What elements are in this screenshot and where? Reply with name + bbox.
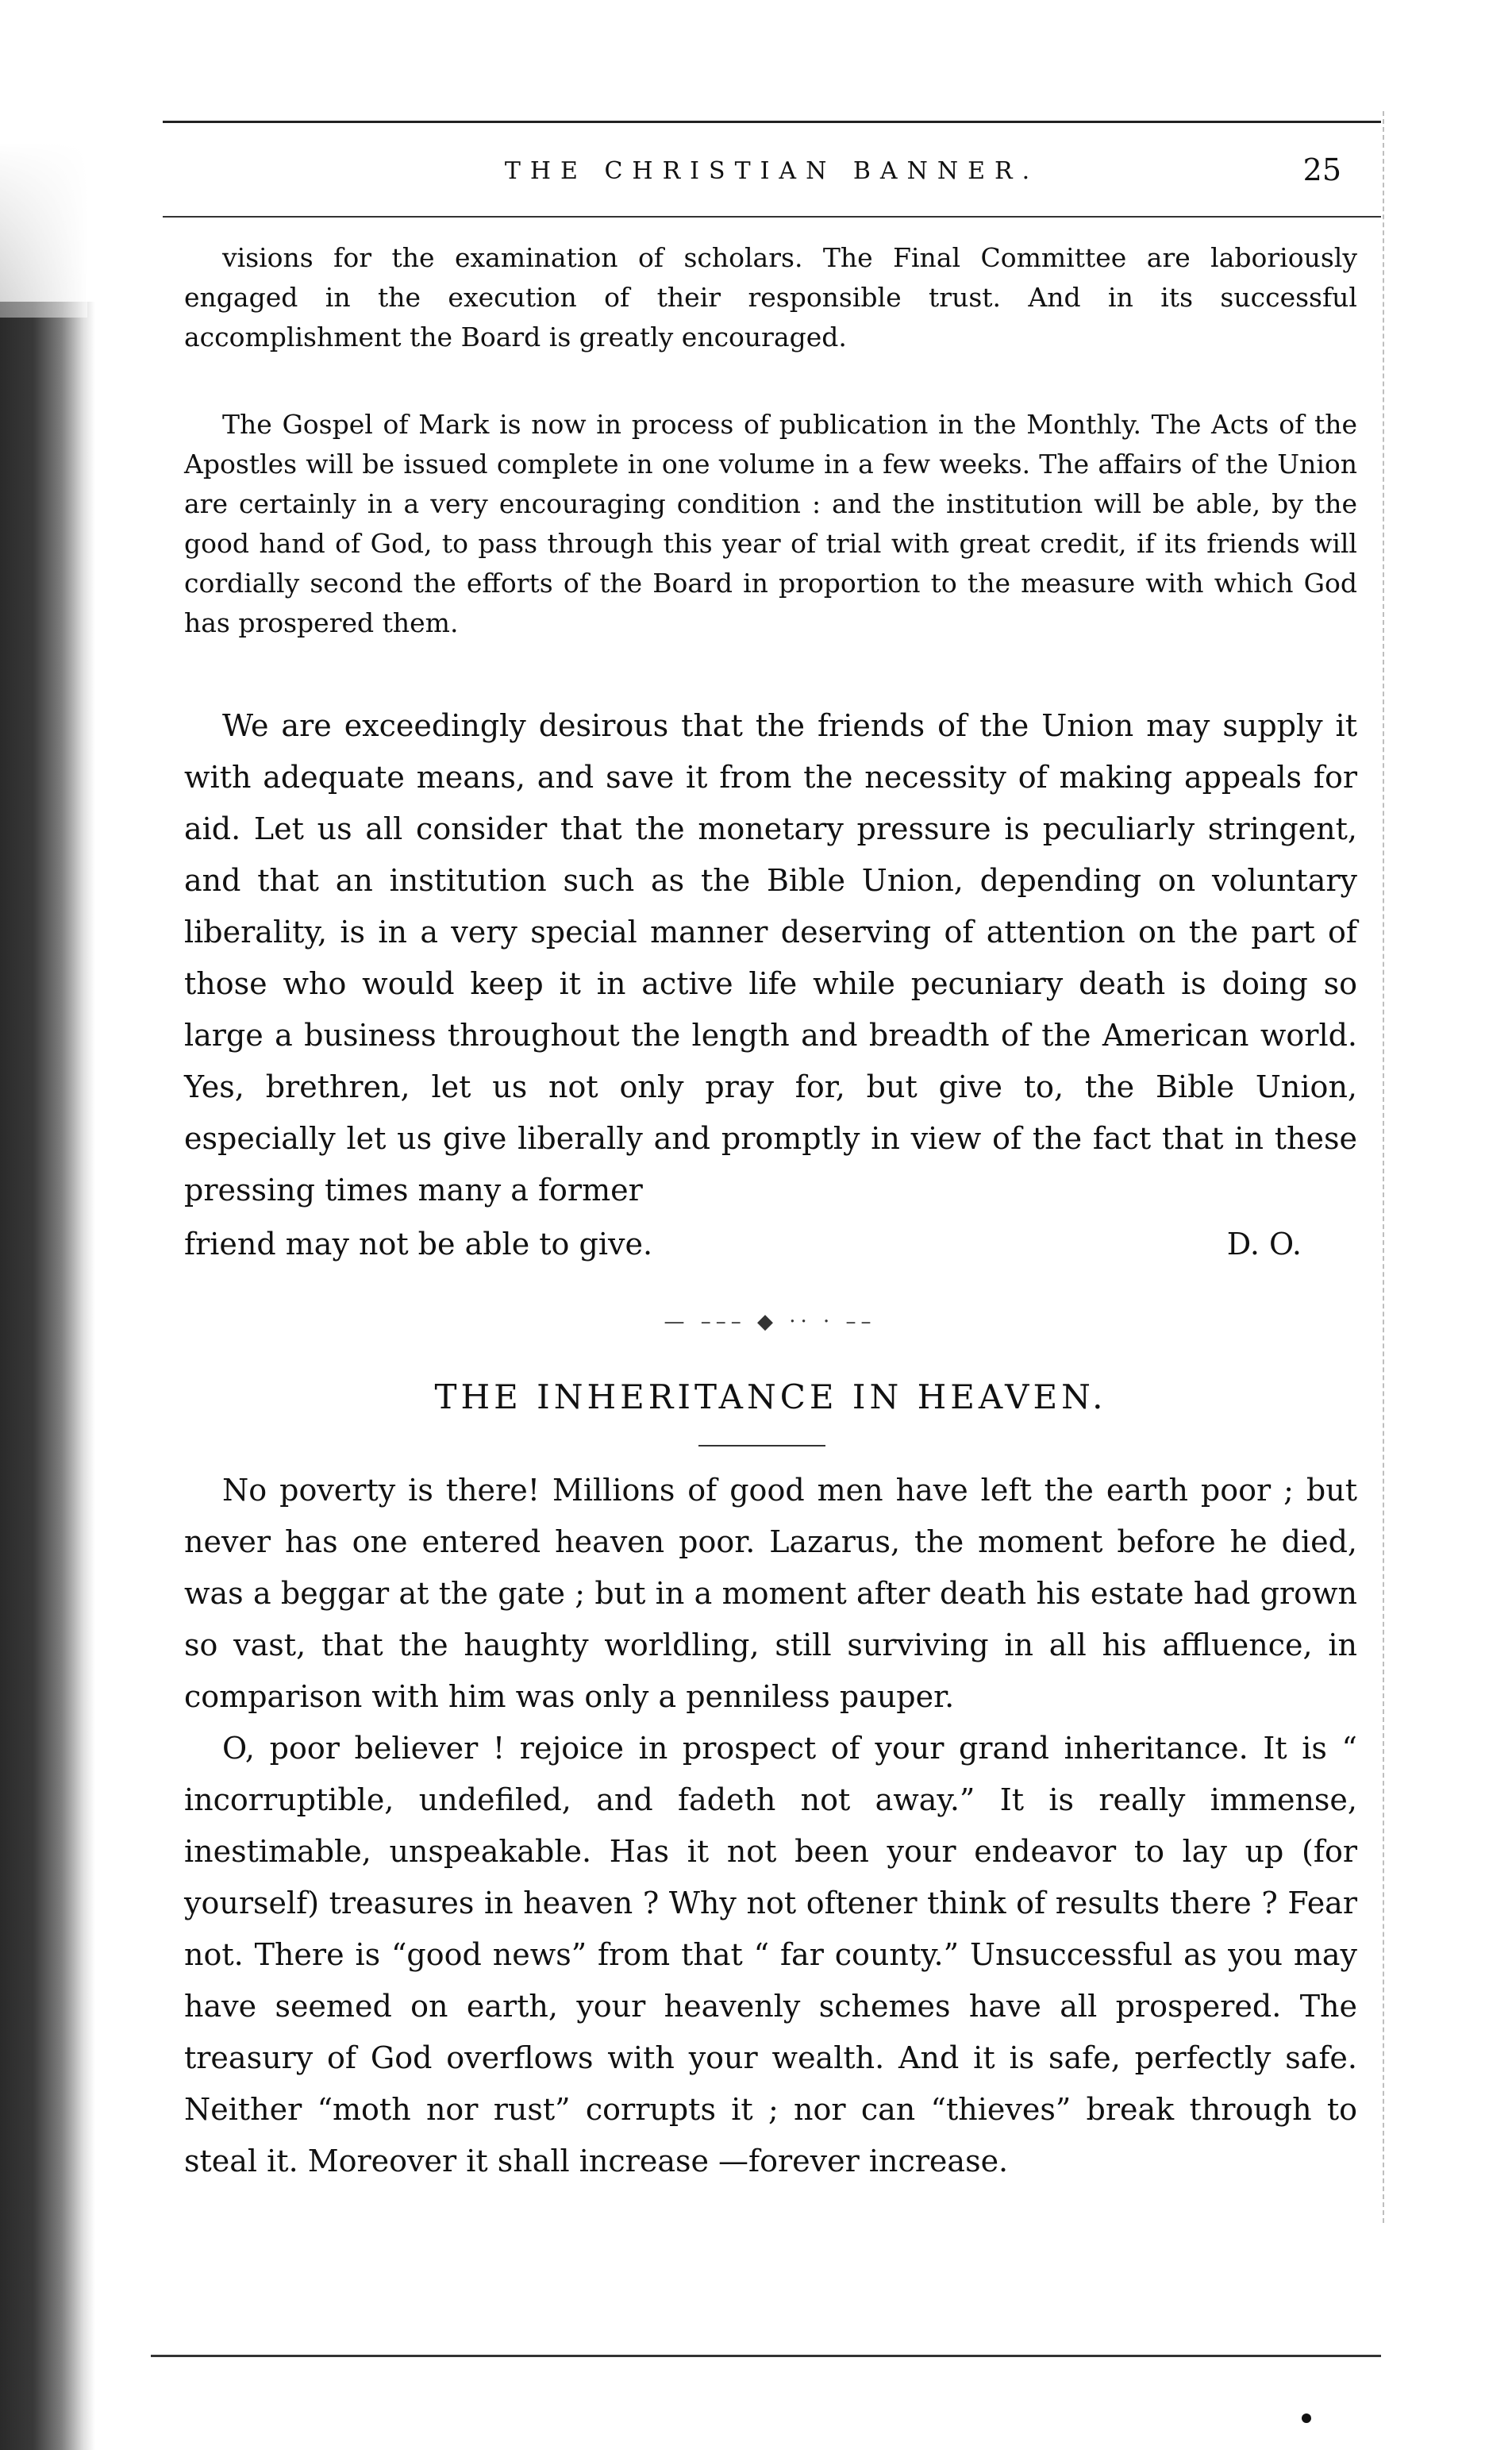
title-underline bbox=[698, 1445, 825, 1447]
right-margin-edge bbox=[1383, 111, 1386, 2223]
paragraph-visions: visions for the examination of scholars. The Final Committee are laboriously engaged in the execution of their responsible trust. And in its successful accomplishment the Board is greatly encouraged. bbox=[184, 242, 1357, 352]
paragraph-closing-line bbox=[184, 1219, 1357, 1270]
article-paragraph-poor-believer: O, poor believer ! rejoice in prospect of your grand inheritance. It is “ incorruptible, undefiled, and fadeth not away.” It is really immense, inestimable, unspeakable. Has it not been your endeavor to lay up (for yourself) treasures in heaven ? Why not oftener think of results there ? Fear not. There is “good news” from that “ far county.” Unsuccessful as you may have seemed on earth, your heavenly schemes have all prospered. The treasury of God overflows with your wealth. And it is safe, perfectly safe. Neither “moth nor rust” corrupts it ; nor can “thieves” break through to steal it. Moreover it shall increase —forever increase. bbox=[184, 1731, 1357, 2178]
article-title: THE INHERITANCE IN HEAVEN. bbox=[434, 1377, 1107, 1416]
page-number: 25 bbox=[1302, 152, 1341, 187]
paragraph-appeal: We are exceedingly desirous that the friends of the Union may supply it with adequate means, and save it from the necessity of making appeals for aid. Let us all consider that the monetary pressure is peculiarly stringent, and that an institution such as the Bible Union, depending on voluntary liberality, is in a very special manner deserving of attention on the part of those who would keep it in active life while pecuniary death is doing so large a business throughout the length and breadth of the American world. Yes, brethren, let us not only pray for, but give to, the Bible Union, especially let us give liberally and promptly in view of the fact that in these pressing times many a former bbox=[184, 708, 1357, 1208]
page-binding-fade bbox=[0, 143, 87, 318]
author-signature: D. O. bbox=[1226, 1227, 1302, 1262]
top-rule bbox=[163, 121, 1381, 123]
scan-speck bbox=[1302, 2413, 1311, 2423]
section-ornament: — ––– ◆ ·· · –– bbox=[664, 1310, 876, 1334]
running-header bbox=[163, 152, 1381, 205]
page-binding-shadow bbox=[0, 302, 95, 2450]
paragraph-gospel-of-mark: The Gospel of Mark is now in process of publication in the Monthly. The Acts of the Apostles will be issued complete in one volume in a few weeks. The affairs of the Union are certainly in a very encouraging condition : and the institution will be able, by the good hand of God, to pass through this year of trial with great credit, if its friends will cordially second the efforts of the Board in proportion to the measure with which God has prospered them. bbox=[184, 409, 1357, 638]
running-header-title: THE CHRISTIAN BANNER. bbox=[504, 157, 1040, 185]
article-paragraph-no-poverty: No poverty is there! Millions of good men have left the earth poor ; but never has one entered heaven poor. Lazarus, the moment before he died, was a beggar at the gate ; but in a moment after death his estate had grown so vast, that the haughty worldling, still surviving in all his affluence, in comparison with him was only a penniless pauper. bbox=[184, 1473, 1357, 1714]
header-rule bbox=[163, 216, 1381, 218]
closing-line-text: friend may not be able to give. bbox=[184, 1227, 653, 1262]
bottom-rule bbox=[151, 2355, 1381, 2357]
